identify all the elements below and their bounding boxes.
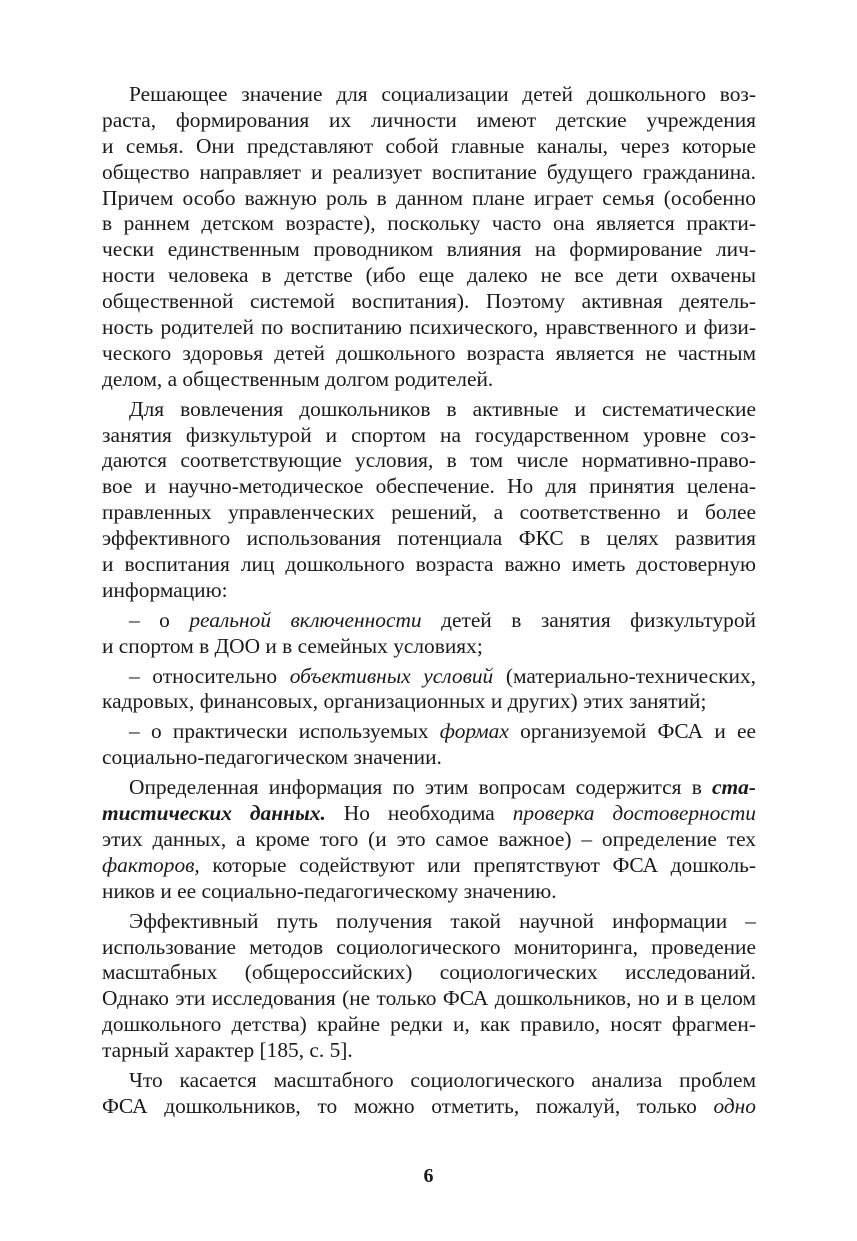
emphasis-text: реальной включенности <box>189 607 422 632</box>
text-line: тарный характер [185, с. 5]. <box>102 1038 353 1063</box>
text-line: ности человека в детстве (ибо еще далеко не все дети охвачены <box>102 263 756 288</box>
text-line: эффективного использования потенциала ФКС в целях развития <box>102 526 756 551</box>
paragraph-5 <box>102 1068 756 1120</box>
bullet-suffix: (материально-технических, <box>493 663 757 688</box>
text-line: социально-педагогическом значении. <box>102 745 442 770</box>
text-line: Эффективный путь получения такой научной информации – <box>129 908 756 933</box>
text-span: ФСА дошкольников, то можно отметить, пожалуй, только <box>102 1093 714 1118</box>
text-line: делом, а общественным долгом родителей. <box>102 366 494 391</box>
page-number: 6 <box>423 1165 434 1187</box>
bold-emphasis-text: тистических данных. <box>102 801 326 826</box>
paragraph-4 <box>102 909 756 1064</box>
text-line: ческого здоровья детей дошкольного возраста является не частным <box>102 340 756 365</box>
text-line: и спортом в ДОО и в семейных условиях; <box>102 633 483 658</box>
text-line: этих данных, а кроме того (и это самое важное) – определение тех <box>102 826 756 851</box>
bold-emphasis-text: ста- <box>712 775 756 800</box>
emphasis-text: факторов, <box>102 852 200 877</box>
bullet-item-3 <box>102 719 756 771</box>
text-line: общество направляет и реализует воспитание будущего гражданина. <box>102 159 756 184</box>
text-line: занятия физкультурой и спортом на государственном уровне соз- <box>102 422 756 447</box>
text-line <box>102 719 756 745</box>
text-line: вое и научно-методическое обеспечение. Но для принятия целена- <box>102 474 756 499</box>
text-line <box>102 801 756 827</box>
text-span: которые содействуют или препятствуют ФСА дошколь- <box>199 852 756 877</box>
text-line: и семья. Они представляют собой главные каналы, через которые <box>102 133 756 158</box>
emphasis-text: формах <box>439 719 509 744</box>
paragraph-2 <box>102 397 756 604</box>
text-line: кадровых, финансовых, организационных и других) этих занятий; <box>102 689 707 714</box>
text-line: масштабных (общероссийских) социологических исследований. <box>102 960 756 985</box>
text-line <box>102 775 756 801</box>
bullet-prefix: – о практически используемых <box>129 719 440 744</box>
text-line: Для вовлечения дошкольников в активные и систематические <box>129 396 756 421</box>
text-line: дошкольного детства) крайне редки и, как правило, носят фрагмен- <box>102 1012 756 1037</box>
text-line: чески единственным проводником влияния на формирование лич- <box>102 237 756 262</box>
bullet-item-2 <box>102 664 756 716</box>
bullet-suffix: организуемой ФСА и ее <box>508 719 756 744</box>
emphasis-text: одно <box>713 1093 756 1118</box>
text-line <box>102 608 756 634</box>
text-line: информацию: <box>102 577 228 602</box>
bullet-prefix: – о <box>129 607 190 632</box>
emphasis-text: проверка достоверности <box>512 801 756 826</box>
text-span: Но необходима <box>325 801 513 826</box>
text-line: и воспитания лиц дошкольного возраста важно иметь достоверную <box>102 552 756 577</box>
bullet-item-1 <box>102 608 756 660</box>
text-line: ников и ее социально-педагогическому значению. <box>102 878 557 903</box>
text-line: Однако эти исследования (не только ФСА дошкольников, но и в целом <box>102 986 756 1011</box>
text-line <box>102 664 756 690</box>
text-line: даются соответствующие условия, в том числе нормативно-право- <box>102 448 756 473</box>
text-line: раста, формирования их личности имеют детские учреждения <box>102 107 756 132</box>
text-line: Причем особо важную роль в данном плане играет семья (особенно <box>102 185 756 210</box>
bullet-prefix: – относительно <box>129 663 290 688</box>
emphasis-text: объективных условий <box>289 663 494 688</box>
text-span: Определенная информация по этим вопросам содержится в <box>129 775 713 800</box>
paragraph-3 <box>102 775 756 904</box>
text-line: ность родителей по воспитанию психического, нравственного и физи- <box>102 315 756 340</box>
text-line: общественной системой воспитания). Поэтому активная деятель- <box>102 289 756 314</box>
text-line: правленных управленческих решений, а соответственно и более <box>102 500 756 525</box>
text-line: в раннем детском возрасте), поскольку часто она является практи- <box>102 211 756 236</box>
bullet-suffix: детей в занятия физкультурой <box>421 607 756 632</box>
text-line <box>102 1094 756 1120</box>
text-line <box>102 853 756 879</box>
page-text <box>102 82 756 1120</box>
paragraph-1 <box>102 82 756 393</box>
text-line: Решающее значение для социализации детей дошкольного воз- <box>129 82 756 106</box>
text-line: Что касается масштабного социологического анализа проблем <box>129 1067 756 1092</box>
text-line: использование методов социологического мониторинга, проведение <box>102 934 756 959</box>
